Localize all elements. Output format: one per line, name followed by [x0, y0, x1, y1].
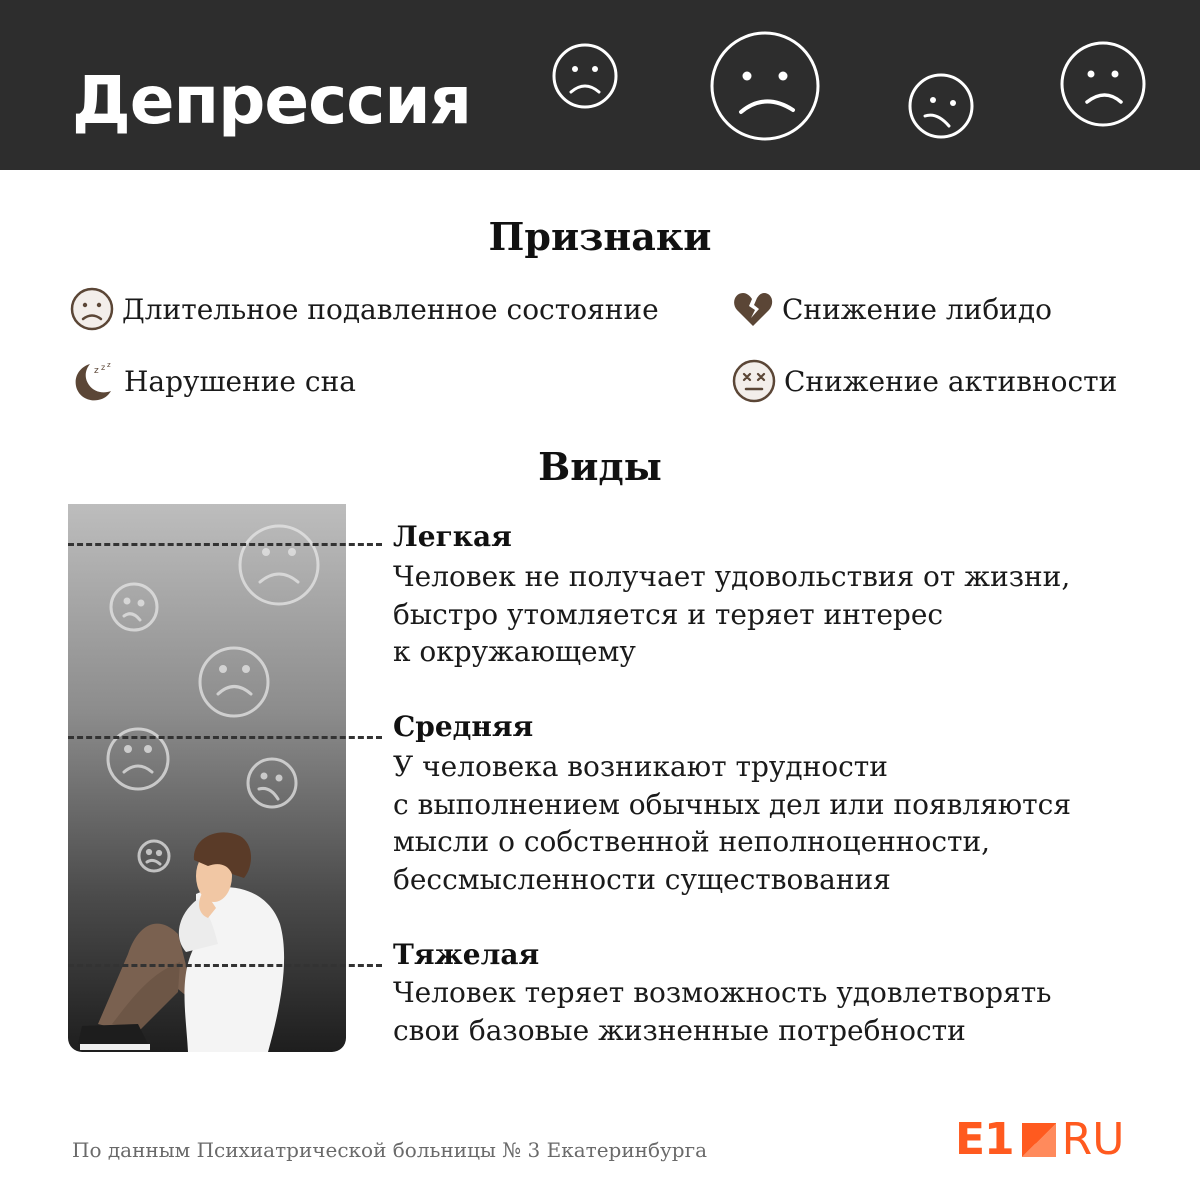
source-note: По данным Психиатрической больницы № 3 Екатеринбурга	[72, 1138, 707, 1162]
type-name-mild: Легкая	[393, 520, 512, 553]
sign-item	[732, 284, 1052, 334]
description-line: Человек не получает удовольствия от жизни,	[393, 560, 1071, 593]
logo-main-text: E1	[955, 1114, 1014, 1165]
description-line: У человека возникают трудности	[393, 750, 888, 783]
sign-item	[732, 356, 1117, 406]
sad-face-icon	[240, 526, 318, 604]
sad-face-icon	[1059, 40, 1147, 128]
sad-face-icon	[70, 287, 114, 331]
depressed-person-illustration	[68, 504, 346, 1052]
dizzy-face-icon	[732, 359, 776, 403]
sad-face-icon	[709, 30, 821, 142]
sign-item	[70, 356, 356, 406]
description-line: свои базовые жизненные потребности	[393, 1013, 966, 1047]
header-banner	[0, 0, 1200, 170]
person-figure	[78, 832, 284, 1052]
logo-suffix-text: RU	[1061, 1114, 1125, 1165]
sign-item	[70, 284, 659, 334]
sign-label: Нарушение сна	[124, 364, 356, 398]
type-description-severe	[393, 974, 1183, 1049]
type-name-severe: Тяжелая	[393, 938, 540, 971]
sad-face-icon	[200, 648, 268, 716]
sad-face-icon	[139, 841, 169, 871]
sign-label: Снижение активности	[784, 364, 1118, 398]
e1-ru-logo	[955, 1114, 1125, 1165]
sign-label: Длительное подавленное состояние	[122, 292, 659, 326]
sad-face-icon	[248, 759, 296, 807]
signs-heading: Признаки	[488, 214, 712, 259]
type-description-mild	[393, 558, 1183, 671]
description-line: Человек теряет возможность удовлетворять	[393, 976, 1052, 1009]
page-title: Депрессия	[72, 62, 472, 139]
sad-face-icon	[907, 72, 975, 140]
severity-divider	[68, 736, 382, 739]
svg-text:z: z	[107, 361, 111, 369]
description-line: бессмысленности существования	[393, 862, 891, 896]
type-description-moderate	[393, 748, 1183, 898]
description-line: мысли о собственной неполноценности,	[393, 825, 991, 858]
logo-square-icon	[1022, 1123, 1056, 1157]
type-name-moderate: Средняя	[393, 710, 534, 743]
svg-text:z: z	[101, 363, 106, 372]
description-line: быстро утомляется и теряет интерес	[393, 597, 944, 631]
sad-face-icon	[111, 584, 157, 630]
description-line: к окружающему	[393, 635, 636, 668]
sleeping-moon-icon	[70, 358, 116, 404]
sign-label: Снижение либидо	[782, 292, 1052, 326]
sad-face-icon	[551, 42, 619, 110]
svg-text:z: z	[94, 366, 99, 376]
severity-divider	[68, 543, 382, 546]
types-heading: Виды	[538, 444, 662, 489]
severity-divider	[68, 964, 382, 967]
description-line: с выполнением обычных дел или появляются	[393, 787, 1072, 821]
broken-heart-icon	[732, 288, 774, 330]
